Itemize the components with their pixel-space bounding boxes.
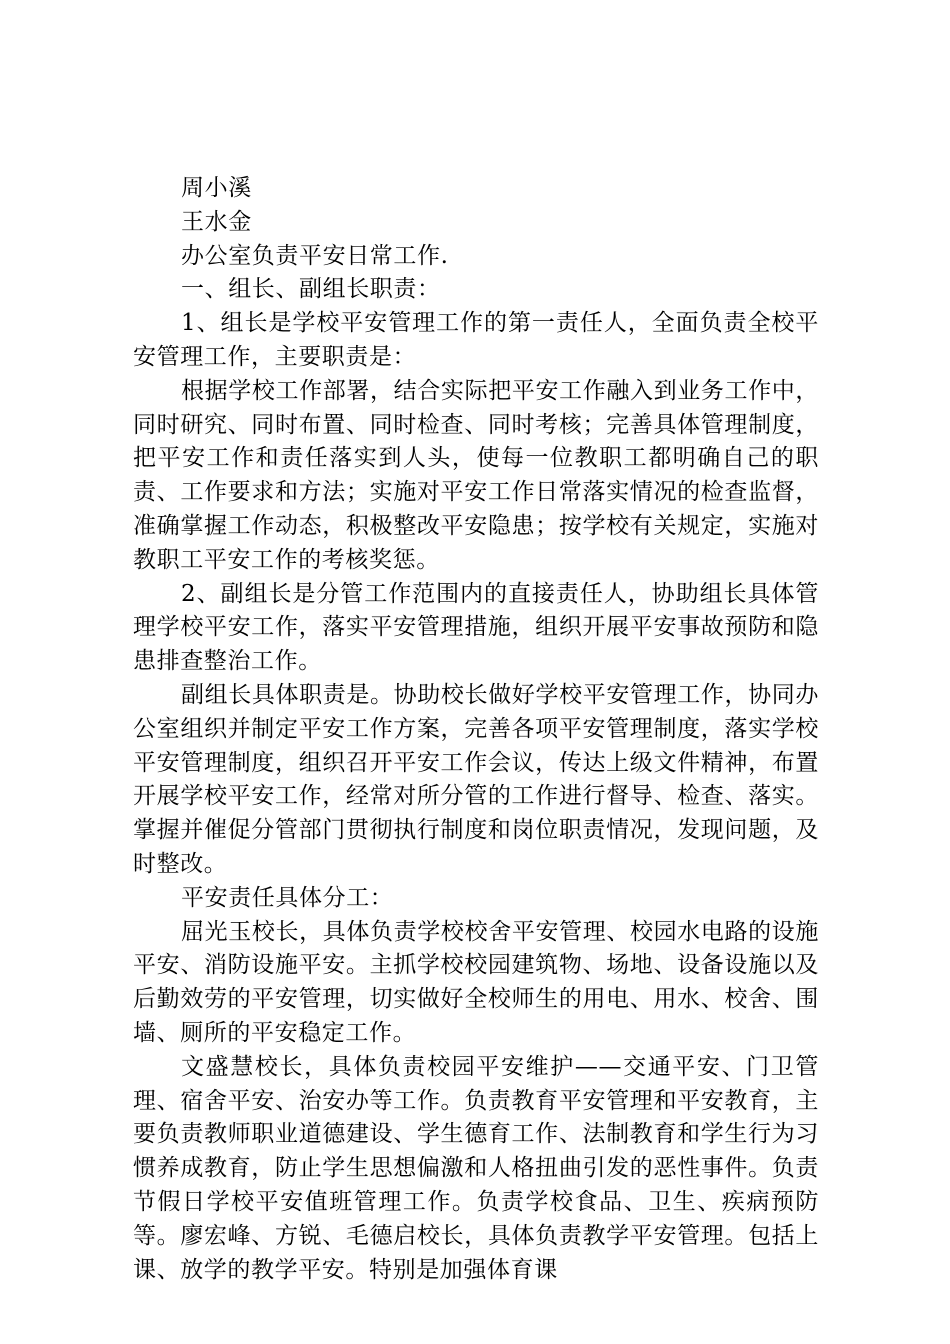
paragraph-office-duty: 办公室负责平安日常工作. [181,242,449,269]
paragraph-division-2: 文盛慧校长，具体负责校园平安维护——交通平安、门卫管理、宿舍平安、治安办等工作。负责教育平安管理和平安教育，主要负责教师职业道德建设、学生德育工作、法制教育和学生行为习惯养成教育，防止学生思想偏激和人格扭曲引发的恶性事件。负责节假日学校平安值班管理工作。负责学校食品、卫生、疾病预防等。廖宏峰、方锐、毛德启校长，具体负责教学平安管理。包括上课、放学的教学平安。特别是加强体育课 [133,1053,819,1283]
section-heading-division: 平安责任具体分工： [181,884,394,911]
section-heading-duties: 一、组长、副组长职责： [181,276,441,303]
paragraph-name-2: 王水金 [181,208,252,235]
paragraph-name-1: 周小溪 [181,175,252,201]
document-body [133,172,819,1287]
paragraph-leader-duties: 根据学校工作部署，结合实际把平安工作融入到业务工作中，同时研究、同时布置、同时检查、同时考核；完善具体管理制度，把平安工作和责任落实到人头，使每一位教职工都明确自己的职责、工作要求和方法；实施对平安工作日常落实情况的检查监督，准确掌握工作动态，积极整改平安隐患；按学校有关规定，实施对教职工平安工作的考核奖惩。 [133,377,819,573]
paragraph-leader-role: 1、组长是学校平安管理工作的第一责任人，全面负责全校平安管理工作，主要职责是： [133,310,819,370]
paragraph-division-1: 屈光玉校长，具体负责学校校舍平安管理、校园水电路的设施平安、消防设施平安。主抓学校校园建筑物、场地、设备设施以及后勤效劳的平安管理，切实做好全校师生的用电、用水、校舍、围墙、厕所的平安稳定工作。 [133,918,819,1046]
paragraph-deputy-duties: 副组长具体职责是。协助校长做好学校平安管理工作，协同办公室组织并制定平安工作方案，完善各项平安管理制度，落实学校平安管理制度，组织召开平安工作会议，传达上级文件精神，布置开展学校平安工作，经常对所分管的工作进行督导、检查、落实。掌握并催促分管部门贯彻执行制度和岗位职责情况，发现问题，及时整改。 [133,681,819,877]
paragraph-deputy-role: 2、副组长是分管工作范围内的直接责任人，协助组长具体管理学校平安工作，落实平安管理措施，组织开展平安事故预防和隐患排查整治工作。 [133,580,819,675]
